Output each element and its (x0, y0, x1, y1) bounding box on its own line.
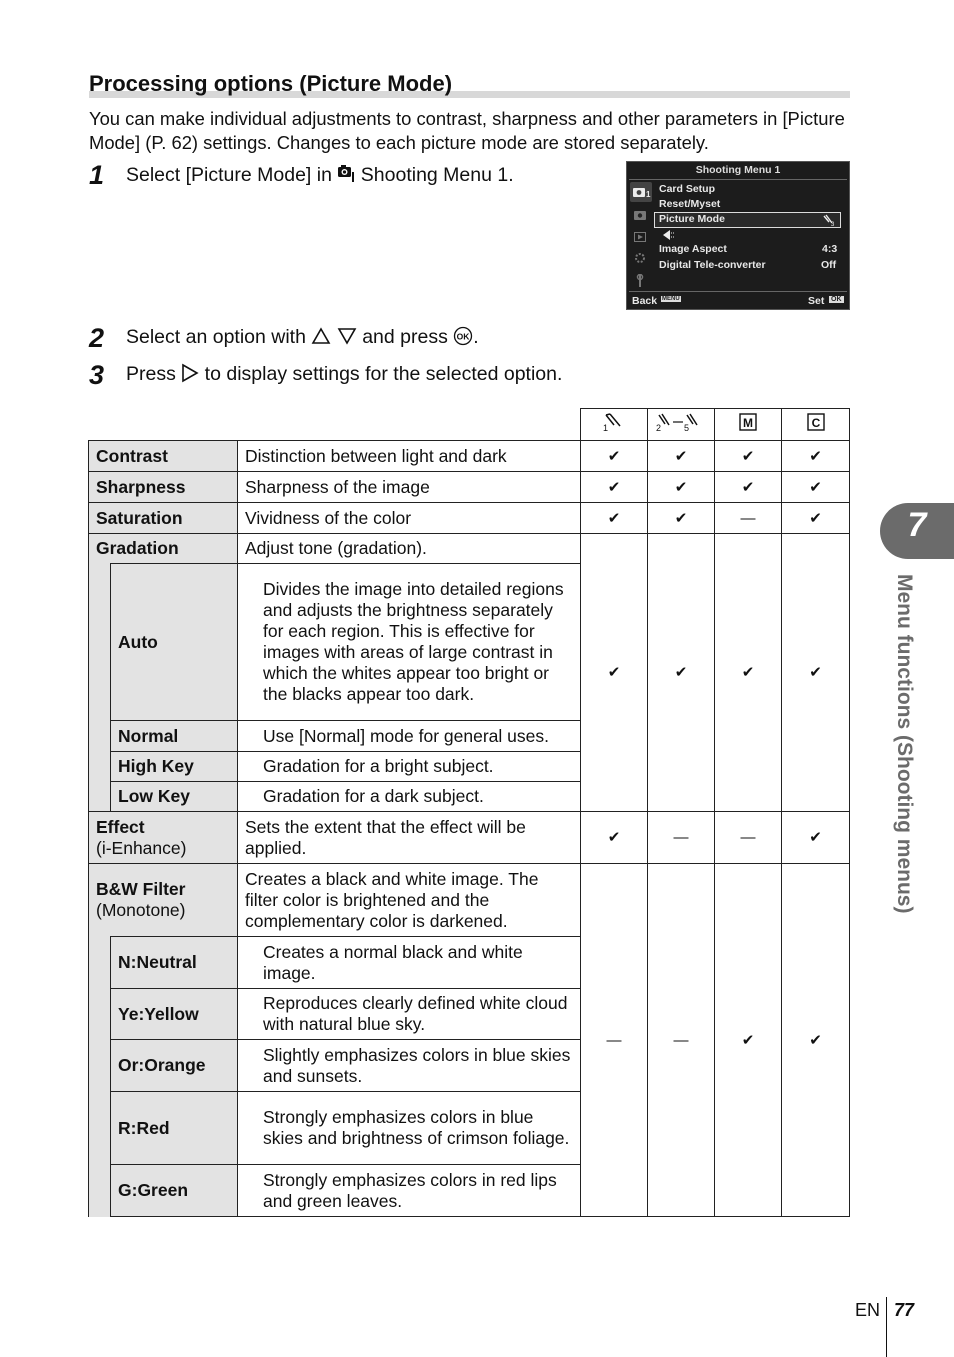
svg-text:1: 1 (603, 423, 609, 432)
mark-cell: — (648, 812, 715, 864)
menu-flash-icon (661, 229, 675, 241)
footer-divider (886, 1297, 887, 1357)
custom-mode-icon (807, 413, 825, 431)
row-label-neutral: N:Neutral (111, 937, 238, 989)
mark-cell: ✔ (782, 534, 850, 812)
mark-cell: ✔ (581, 812, 648, 864)
mark-cell: ✔ (715, 864, 782, 1217)
menu-title: Shooting Menu 1 (695, 164, 781, 176)
row-label-low-key: Low Key (111, 782, 238, 812)
row-desc-green: Strongly emphasizes colors in red lips and green leaves. (238, 1165, 581, 1217)
row-label-contrast: Contrast (89, 441, 238, 472)
row-label-sharpness: Sharpness (89, 472, 238, 503)
setup-tab-icon (635, 274, 645, 288)
table-row (89, 472, 850, 503)
camera-menu-screenshot (626, 161, 850, 310)
step-3-text: Press to display settings for the selected option. (126, 363, 563, 385)
svg-text:3: 3 (831, 222, 835, 226)
menu-key-badge: MENU (662, 296, 680, 302)
chapter-side-title (880, 568, 930, 958)
table-row (89, 812, 850, 864)
column-header-mode-1 (581, 409, 648, 441)
right-triangle-icon (181, 363, 199, 383)
mark-cell: ✔ (782, 503, 850, 534)
row-desc-low-key: Gradation for a dark subject. (238, 782, 581, 812)
ok-key-badge: OK (831, 296, 842, 303)
menu-item-picture-mode: Picture Mode (659, 213, 725, 225)
mark-cell: ✔ (782, 864, 850, 1217)
mark-cell: ✔ (648, 534, 715, 812)
mark-cell: ✔ (648, 472, 715, 503)
svg-text:2: 2 (656, 423, 662, 432)
row-desc-auto: Divides the image into detailed regions and adjusts the brightness separately for each region. This is effective for images with areas of large contrast in which the whites appear too bright or the blacks appear too dark. (238, 564, 581, 721)
row-label-high-key: High Key (111, 752, 238, 782)
step-3-number: 3 (89, 360, 105, 390)
chapter-number: 7 (907, 506, 927, 544)
row-label-red: R:Red (111, 1092, 238, 1165)
shooting-menu-1-icon (337, 163, 355, 183)
menu-item-digital-tele: Digital Tele-converter (659, 259, 766, 271)
row-desc-sharpness: Sharpness of the image (238, 472, 581, 503)
menu-item-digital-tele-value: Off (821, 259, 837, 271)
mark-cell: ✔ (715, 534, 782, 812)
step-2-text: Select an option with and press OK . (126, 326, 479, 348)
mark-cell: — (715, 812, 782, 864)
section-heading: Processing options (Picture Mode) (89, 71, 453, 96)
table-row (89, 534, 850, 564)
table-row (89, 864, 850, 937)
table-header-row (89, 409, 850, 441)
picture-mode-1-icon (601, 412, 627, 432)
row-desc-orange: Slightly emphasizes colors in blue skies and sunsets. (238, 1040, 581, 1092)
mark-cell: ✔ (581, 472, 648, 503)
column-header-c (782, 409, 850, 441)
svg-text:C: C (811, 416, 820, 430)
menu-item-image-aspect: Image Aspect (659, 243, 727, 255)
row-label-green: G:Green (111, 1165, 238, 1217)
menu-item-reset-myset: Reset/Myset (659, 198, 721, 210)
custom-tab-icon (634, 252, 646, 266)
down-triangle-icon (337, 327, 357, 345)
row-desc-normal: Use [Normal] mode for general uses. (238, 721, 581, 752)
svg-text:1: 1 (646, 190, 651, 198)
mark-cell: ✔ (715, 441, 782, 472)
picture-mode-3-icon (822, 214, 836, 226)
camera-tab-icon (633, 186, 651, 198)
mark-cell: ✔ (581, 503, 648, 534)
playback-tab-icon (634, 232, 646, 242)
mark-cell: ✔ (782, 441, 850, 472)
picture-mode-options-table (88, 408, 850, 1217)
monotone-mode-icon (739, 413, 757, 431)
up-triangle-icon (311, 327, 331, 345)
row-desc-gradation: Adjust tone (gradation). (238, 534, 581, 564)
page-number: 77 (894, 1300, 915, 1320)
mark-cell: ✔ (648, 503, 715, 534)
footer-language: EN (855, 1300, 881, 1320)
camera-2-tab-icon (634, 210, 646, 220)
intro-paragraph: You can make individual adjustments to contrast, sharpness and other parameters in [Picture Mode] (P. 62) settings. Changes to each picture mode are stored separately. (89, 108, 845, 153)
menu-back-label: Back (632, 295, 658, 307)
row-desc-bw-filter: Creates a black and white image. The filter color is brightened and the complementary color is darkened. (238, 864, 581, 937)
svg-text:Menu functions (Shooting menus: Menu functions (Shooting menus) (893, 574, 916, 914)
menu-set-label: Set (808, 295, 825, 307)
row-desc-neutral: Creates a normal black and white image. (238, 937, 581, 989)
table-row (89, 441, 850, 472)
menu-item-card-setup: Card Setup (659, 183, 716, 195)
mark-cell: ✔ (782, 812, 850, 864)
row-desc-yellow: Reproduces clearly defined white cloud with natural blue sky. (238, 989, 581, 1040)
row-label-gradation: Gradation (89, 534, 238, 564)
row-desc-contrast: Distinction between light and dark (238, 441, 581, 472)
step-1-number: 1 (89, 160, 105, 190)
mark-cell: ✔ (715, 472, 782, 503)
row-desc-saturation: Vividness of the color (238, 503, 581, 534)
picture-mode-2-5-icon (653, 412, 709, 432)
row-desc-red: Strongly emphasizes colors in blue skies and brightness of crimson foliage. (238, 1092, 581, 1165)
row-label-normal: Normal (111, 721, 238, 752)
row-label-effect: Effect (i-Enhance) (89, 812, 238, 864)
row-label-auto: Auto (111, 564, 238, 721)
svg-text:5: 5 (684, 423, 690, 432)
mark-cell: ✔ (782, 472, 850, 503)
mark-cell: — (648, 864, 715, 1217)
column-header-mode-2-5 (648, 409, 715, 441)
mark-cell: ✔ (581, 534, 648, 812)
mark-cell: — (581, 864, 648, 1217)
row-label-orange: Or:Orange (111, 1040, 238, 1092)
svg-text:OK: OK (456, 331, 470, 342)
row-desc-high-key: Gradation for a bright subject. (238, 752, 581, 782)
row-desc-effect: Sets the extent that the effect will be applied. (238, 812, 581, 864)
svg-text:M: M (743, 416, 753, 430)
menu-tab-column (627, 179, 654, 289)
row-label-bw-filter: B&W Filter (Monotone) (89, 864, 238, 937)
ok-button-icon (453, 326, 473, 346)
row-label-yellow: Ye:Yellow (111, 989, 238, 1040)
menu-item-image-aspect-value: 4:3 (822, 243, 838, 255)
column-header-m (715, 409, 782, 441)
table-row (89, 503, 850, 534)
mark-cell: ✔ (581, 441, 648, 472)
row-label-saturation: Saturation (89, 503, 238, 534)
mark-cell: ✔ (648, 441, 715, 472)
mark-cell: — (715, 503, 782, 534)
step-1-text: Select [Picture Mode] in Shooting Menu 1. (126, 164, 514, 186)
step-2-number: 2 (89, 323, 105, 353)
